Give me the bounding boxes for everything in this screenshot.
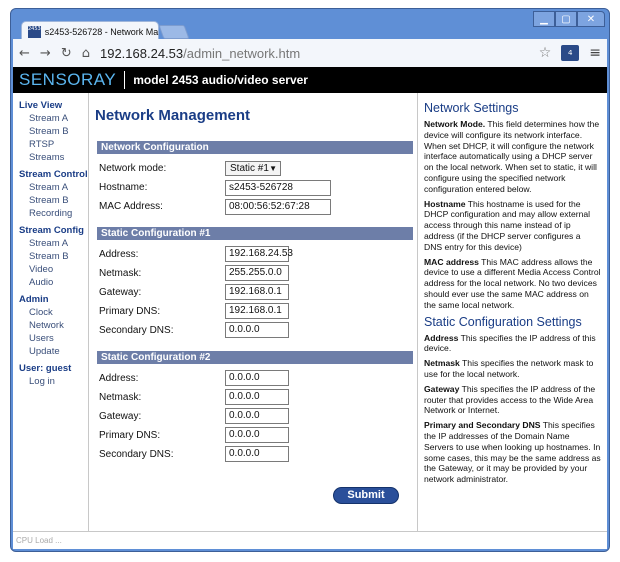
static1-address-field[interactable]: 192.168.24.53 [225,246,289,262]
static2-primary-dns-label: Primary DNS: [99,430,161,441]
nav-heading-admin[interactable]: Admin [19,294,49,305]
nav-item-control-stream-a[interactable]: Stream A [29,182,69,193]
close-window-button[interactable]: ✕ [577,11,605,27]
static2-address-field[interactable]: 0.0.0.0 [225,370,289,386]
help-dns: Primary and Secondary DNS This specifies the IP addresses of the Domain Name Servers to use when looking up hostnames. In some cases, this may be the same address as the Gateway, or it may be provided by your network administrator. [424,420,601,485]
browser-toolbar [13,39,607,67]
help-hostname: Hostname This hostname is used for the DHCP configuration and may allow external access through this name instead of ip address (if the DHCP server configures a DNS entry for this device) [424,198,591,252]
page-content [13,67,607,549]
reload-icon[interactable]: ↻ [60,45,72,61]
hostname-label: Hostname: [99,182,148,193]
sidebar-nav [13,93,89,531]
nav-item-video[interactable]: Video [29,264,54,275]
section-static-configuration-1: Static Configuration #1 [97,227,413,240]
static2-gateway-label: Gateway: [99,411,142,422]
nav-item-audio[interactable]: Audio [29,277,54,288]
static2-secondary-dns-field[interactable]: 0.0.0.0 [225,446,289,462]
nav-item-update[interactable]: Update [29,346,60,357]
bookmark-star-icon[interactable]: ☆ [538,45,552,61]
url-path: /admin_network.htm [183,45,301,61]
static1-address-label: Address: [99,249,139,260]
back-arrow-icon[interactable]: ← [19,45,30,61]
nav-item-recording[interactable]: Recording [29,208,73,219]
help-mac-address: MAC address This MAC address allows the device to use a different Media Access Control address for the local network. No two devices should ever use the same MAC address on the same local network. [424,256,601,310]
hostname-field[interactable]: s2453-526728 [225,180,331,196]
nav-group-user [19,362,88,388]
nav-group-stream-config [19,224,88,289]
static1-gateway-field[interactable]: 192.168.0.1 [225,284,289,300]
help-panel [417,93,607,531]
browser-window [10,8,610,552]
network-mode-select[interactable] [225,161,281,176]
nav-item-live-stream-a[interactable]: Stream A [29,113,69,124]
static2-gateway-field[interactable]: 0.0.0.0 [225,408,289,424]
nav-group-admin [19,293,88,358]
section-network-configuration: Network Configuration [97,141,413,154]
nav-item-rtsp-streams[interactable]: RTSP Streams [29,139,65,163]
extension-icon[interactable]: 4 [561,45,579,61]
nav-heading-stream-config[interactable]: Stream Config [19,225,84,236]
nav-heading-stream-control[interactable]: Stream Control [19,169,88,180]
page-title: Network Management [95,107,251,124]
help-heading-network-settings: Network Settings [424,101,519,115]
static2-primary-dns-field[interactable]: 0.0.0.0 [225,427,289,443]
nav-group-stream-control [19,168,88,220]
forward-arrow-icon[interactable]: → [39,45,51,61]
static1-secondary-dns-field[interactable]: 0.0.0.0 [225,322,289,338]
static1-primary-dns-label: Primary DNS: [99,306,161,317]
banner-title: model 2453 audio/video server [133,73,308,87]
banner-divider [124,71,125,89]
minimize-button[interactable]: ▁ [533,11,555,27]
nav-item-clock[interactable]: Clock [29,307,53,318]
help-network-mode: Network Mode. This field determines how the device will configure its network interface. When set DHCP, it will configure the network interface automatically using a DHCP server on the local network. When set to static, it will configure using the specified network configuration entered below. [424,119,600,194]
nav-item-config-stream-a[interactable]: Stream A [29,238,69,249]
static2-address-label: Address: [99,373,139,384]
static1-netmask-field[interactable]: 255.255.0.0 [225,265,289,281]
help-gateway: Gateway This specifies the IP address of the router that provides access to the Wide Area Network or Internet. [424,383,596,416]
static1-primary-dns-field[interactable]: 192.168.0.1 [225,303,289,319]
mac-address-label: MAC Address: [99,201,163,212]
help-netmask: Netmask This specifies the network mask to use for the local network. [424,358,594,379]
browser-tab[interactable] [21,21,159,41]
static2-netmask-field[interactable]: 0.0.0.0 [225,389,289,405]
static1-secondary-dns-label: Secondary DNS: [99,325,174,336]
submit-button[interactable]: Submit [333,487,399,504]
header-banner [13,67,607,93]
nav-heading-user: User: guest [19,363,72,374]
url-host: 192.168.24.53 [99,45,184,61]
help-heading-static-configuration: Static Configuration Settings [424,314,582,329]
nav-item-users[interactable]: Users [29,333,54,344]
menu-icon[interactable]: ≡ [589,45,601,61]
network-mode-label: Network mode: [99,163,167,174]
static2-secondary-dns-label: Secondary DNS: [99,449,174,460]
home-icon[interactable]: ⌂ [81,45,90,61]
address-bar[interactable] [100,42,551,64]
mac-address-field[interactable]: 08:00:56:52:67:28 [225,199,331,215]
nav-item-live-stream-b[interactable]: Stream B [29,126,69,137]
nav-item-config-stream-b[interactable]: Stream B [29,251,69,262]
status-footer: CPU Load ... [13,531,607,549]
nav-item-log-in[interactable]: Log in [29,376,55,387]
new-tab-button[interactable] [158,25,189,39]
static1-netmask-label: Netmask: [99,268,142,279]
section-static-configuration-2: Static Configuration #2 [97,351,413,364]
nav-heading-live-view[interactable]: Live View [19,100,63,111]
nav-item-control-stream-b[interactable]: Stream B [29,195,69,206]
static1-gateway-label: Gateway: [99,287,142,298]
tab-strip [11,9,609,39]
nav-group-live-view [19,99,88,164]
nav-item-network[interactable]: Network [29,320,64,331]
maximize-button[interactable]: ▢ [555,11,577,27]
main-panel [93,93,413,531]
chevron-down-icon: ▼ [269,164,277,173]
help-address: Address This specifies the IP address of this device. [424,332,596,354]
sensoray-favicon-icon: 2453 [28,26,41,38]
static2-netmask-label: Netmask: [99,392,142,403]
sensoray-logo: SENSORAY [19,70,117,89]
tab-title: s2453-526728 - Network Ma [44,26,159,37]
network-mode-value: Static #1 [230,163,269,174]
